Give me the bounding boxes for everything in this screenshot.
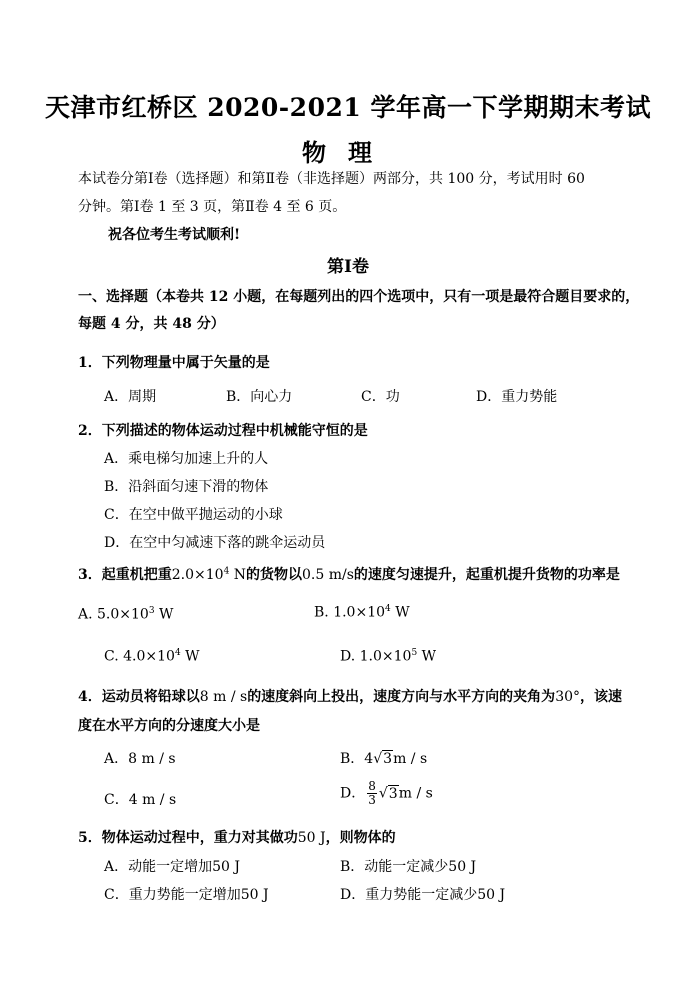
q5-work-value: 50 J: [297, 830, 326, 846]
q3-option-a-value: 5.0×10: [97, 606, 149, 623]
q4-option-d-radicand: 3: [388, 785, 398, 802]
q4-option-a: [104, 748, 176, 768]
q4-stem-pre: 4．运动员将铅球以: [78, 689, 200, 705]
q5-stem-post: ，则物体的: [325, 830, 396, 846]
q1-option-a: A．周期: [104, 389, 157, 405]
q1-option-c: C．功: [361, 389, 400, 405]
q3-option-a: [78, 606, 173, 623]
intro-line-1: 本试卷分第Ⅰ卷（选择题）和第Ⅱ卷（非选择题）两部分，共 100 分，考试用时 60: [78, 171, 585, 187]
q3-stem: [78, 564, 620, 584]
q3-stem-post: 的速度匀速提升，起重机提升货物的功率是: [353, 567, 620, 583]
q5-stem-pre: 5．物体运动过程中，重力对其做功: [78, 830, 298, 846]
q2-option-d: D．在空中匀减速下落的跳伞运动员: [104, 535, 326, 551]
radical-icon: √: [373, 751, 383, 767]
q1-option-d: D．重力势能: [476, 389, 558, 405]
section-instruction-line-2: 每题 4 分，共 48 分）: [78, 316, 225, 332]
q3-option-c: [104, 648, 200, 665]
q2-stem: 2．下列描述的物体运动过程中机械能守恒的是: [78, 423, 368, 439]
radical-icon: √: [378, 785, 388, 802]
q4-angle: 30°: [555, 689, 581, 705]
q4-option-b-label: B．: [340, 751, 365, 767]
q5-option-a-text: A．动能一定增加: [104, 859, 213, 875]
good-luck-note: 祝各位考生考试顺利!: [108, 227, 241, 243]
q3-weight-unit: N: [229, 567, 246, 583]
q4-stem-mid: 的速度斜向上投出，速度方向与水平方向的夹角为: [247, 689, 556, 705]
q3-option-b-exponent: 4: [385, 604, 391, 614]
q3-speed: 0.5 m/s: [302, 567, 354, 583]
q4-option-c: [104, 789, 176, 809]
exam-title: 天津市红桥区 2020-2021 学年高一下学期期末考试: [45, 93, 651, 122]
q4-option-d-label: D．: [340, 785, 366, 802]
q5-option-c: [104, 884, 269, 904]
q1-option-b: B．向心力: [226, 389, 293, 405]
q4-stem-line-2: 度在水平方向的分速度大小是: [78, 718, 260, 734]
q4-option-b-unit: m / s: [393, 751, 428, 767]
intro-line-2: 分钟。第Ⅰ卷 1 至 3 页，第Ⅱ卷 4 至 6 页。: [78, 199, 347, 215]
q3-option-c-unit: W: [180, 648, 200, 665]
q4-option-c-label: C．: [104, 792, 129, 808]
q4-option-c-value: 4 m / s: [128, 792, 177, 808]
q5-option-a-value: 50 J: [212, 859, 241, 875]
q5-option-a: [104, 856, 240, 876]
q3-option-b-label: B.: [314, 604, 329, 621]
q3-option-c-label: C.: [104, 648, 119, 665]
q2-option-b: B．沿斜面匀速下滑的物体: [104, 479, 269, 495]
q4-speed: 8 m / s: [199, 689, 248, 705]
fraction-denominator: 3: [368, 793, 376, 807]
q5-option-d-text: D．重力势能一定减少: [340, 887, 478, 903]
q3-option-c-value: 4.0×10: [123, 648, 175, 665]
q3-option-b-value: 1.0×10: [333, 604, 386, 621]
q4-option-a-value: 8 m / s: [128, 751, 176, 767]
q5-option-d: [340, 884, 505, 904]
q4-option-d: [340, 780, 433, 807]
q3-option-d-value: 1.0×10: [359, 648, 412, 665]
volume-heading: 第Ⅰ卷: [327, 257, 369, 277]
q5-option-c-value: 50 J: [240, 887, 269, 903]
q3-option-d-exponent: 5: [411, 648, 418, 658]
q4-stem-post: ，该速: [580, 689, 623, 705]
q3-stem-pre: 3．起重机把重: [78, 567, 172, 583]
q3-weight-exponent: 4: [223, 566, 230, 577]
q5-option-b-text: B．动能一定减少: [340, 859, 449, 875]
section-instruction-line-1: 一、选择题（本卷共 12 小题，在每题列出的四个选项中，只有一项是最符合题目要求的，: [78, 289, 640, 305]
q5-option-b-value: 50 J: [448, 859, 477, 875]
subject-title: 物理: [302, 138, 394, 167]
q5-option-b: [340, 856, 476, 876]
q3-weight-value: 2.0×10: [171, 567, 224, 583]
q3-option-a-label: A.: [78, 606, 93, 623]
q3-weight: [172, 567, 246, 583]
q3-option-b: [314, 604, 410, 621]
q3-option-d-unit: W: [417, 648, 437, 665]
q3-option-c-exponent: 4: [174, 648, 181, 658]
q4-option-d-fraction: [367, 780, 377, 807]
q5-stem: [78, 827, 396, 847]
q1-stem: 1．下列物理量中属于矢量的是: [78, 355, 270, 371]
q3-option-d-label: D.: [340, 648, 356, 665]
q3-stem-mid: 的货物以: [246, 567, 302, 583]
q4-option-b-coefficient: 4: [364, 751, 374, 767]
q3-option-a-unit: W: [154, 606, 174, 623]
q4-option-a-label: A．: [104, 751, 129, 767]
fraction-numerator: 8: [368, 779, 376, 793]
q2-option-a: A．乘电梯匀加速上升的人: [104, 451, 269, 467]
q3-option-d: [340, 648, 436, 665]
q5-option-c-text: C．重力势能一定增加: [104, 887, 241, 903]
q5-option-d-value: 50 J: [477, 887, 506, 903]
q2-option-c: C．在空中做平抛运动的小球: [104, 507, 283, 523]
q3-option-b-unit: W: [390, 604, 410, 621]
q4-option-d-unit: m / s: [398, 785, 433, 802]
q4-stem: [78, 686, 622, 706]
q4-option-b: [340, 748, 427, 768]
q3-option-a-exponent: 3: [148, 606, 155, 616]
q4-option-b-radicand: 3: [383, 751, 393, 767]
